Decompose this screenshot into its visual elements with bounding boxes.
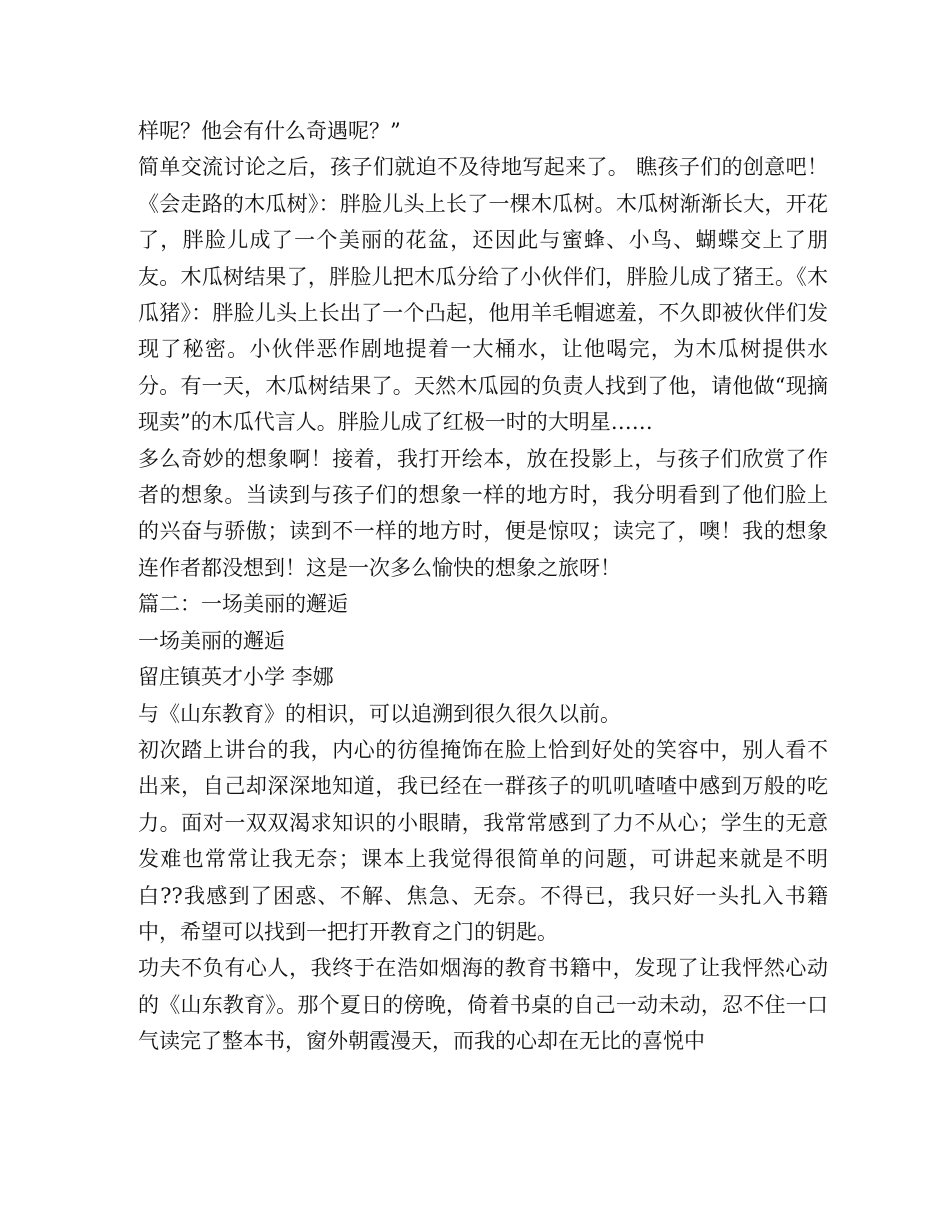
paragraph-discovery: 功夫不负有心人，我终于在浩如烟海的教育书籍中，发现了让我怦然心动的《山东教育》。那个夏日的傍晚，倚着书桌的自己一动未动，忍不住一口气读完了整本书，窗外朝霞漫天，而我的心却在无比的喜悦中 xyxy=(138,956,828,1054)
paragraph-continuation: 样呢？他会有什么奇遇呢？” xyxy=(138,119,401,143)
paragraph-first-teaching: 初次踏上讲台的我，内心的彷徨掩饰在脸上恰到好处的笑容中，别人看不出来，自己却深深地知道，我已经在一群孩子的叽叽喳喳中感到万般的吃力。面对一双双渴求知识的小眼睛，我常常感到了力不从心；学生的无意发难也常常让我无奈；课本上我觉得很简单的问题，可讲起来就是不明白??我感到了困惑、不解、焦急、无奈。不得已，我只好一头扎入书籍中，希望可以找到一把打开教育之门的钥匙。 xyxy=(138,737,828,944)
paragraph-intro: 与《山东教育》的相识，可以追溯到很久很久以前。 xyxy=(138,701,621,726)
paragraph-imagination: 多么奇妙的想象啊！接着，我打开绘本，放在投影上，与孩子们欣赏了作者的想象。当读到与孩子们的想象一样的地方时，我分明看到了他们脸上的兴奋与骄傲；读到不一样的地方时，便是惊叹；读完了，噢！我的想象连作者都没想到！这是一次多么愉快的想象之旅呀！ xyxy=(138,446,828,580)
article-title: 一场美丽的邂逅 xyxy=(138,628,285,653)
section-heading: 篇二：一场美丽的邂逅 xyxy=(138,592,348,617)
article-author: 留庄镇英才小学 李娜 xyxy=(138,665,334,690)
document-body xyxy=(138,113,828,1060)
paragraph-creative-stories: 简单交流讨论之后，孩子们就迫不及待地写起来了。 瞧孩子们的创意吧！《会走路的木瓜树》：胖脸儿头上长了一棵木瓜树。木瓜树渐渐长大，开花了，胖脸儿成了一个美丽的花盆，还因此与蜜蜂、小鸟、蝴蝶交上了朋友。木瓜树结果了，胖脸儿把木瓜分给了小伙伴们，胖脸儿成了猪王。《木瓜猪》：胖脸儿头上长出了一个凸起，他用羊毛帽遮羞，不久即被伙伴们发现了秘密。小伙伴恶作剧地提着一大桶水，让他喝完，为木瓜树提供水分。有一天，木瓜树结果了。天然木瓜园的负责人找到了他，请他做“现摘现卖”的木瓜代言人。胖脸儿成了红极一时的大明星…… xyxy=(138,155,828,435)
